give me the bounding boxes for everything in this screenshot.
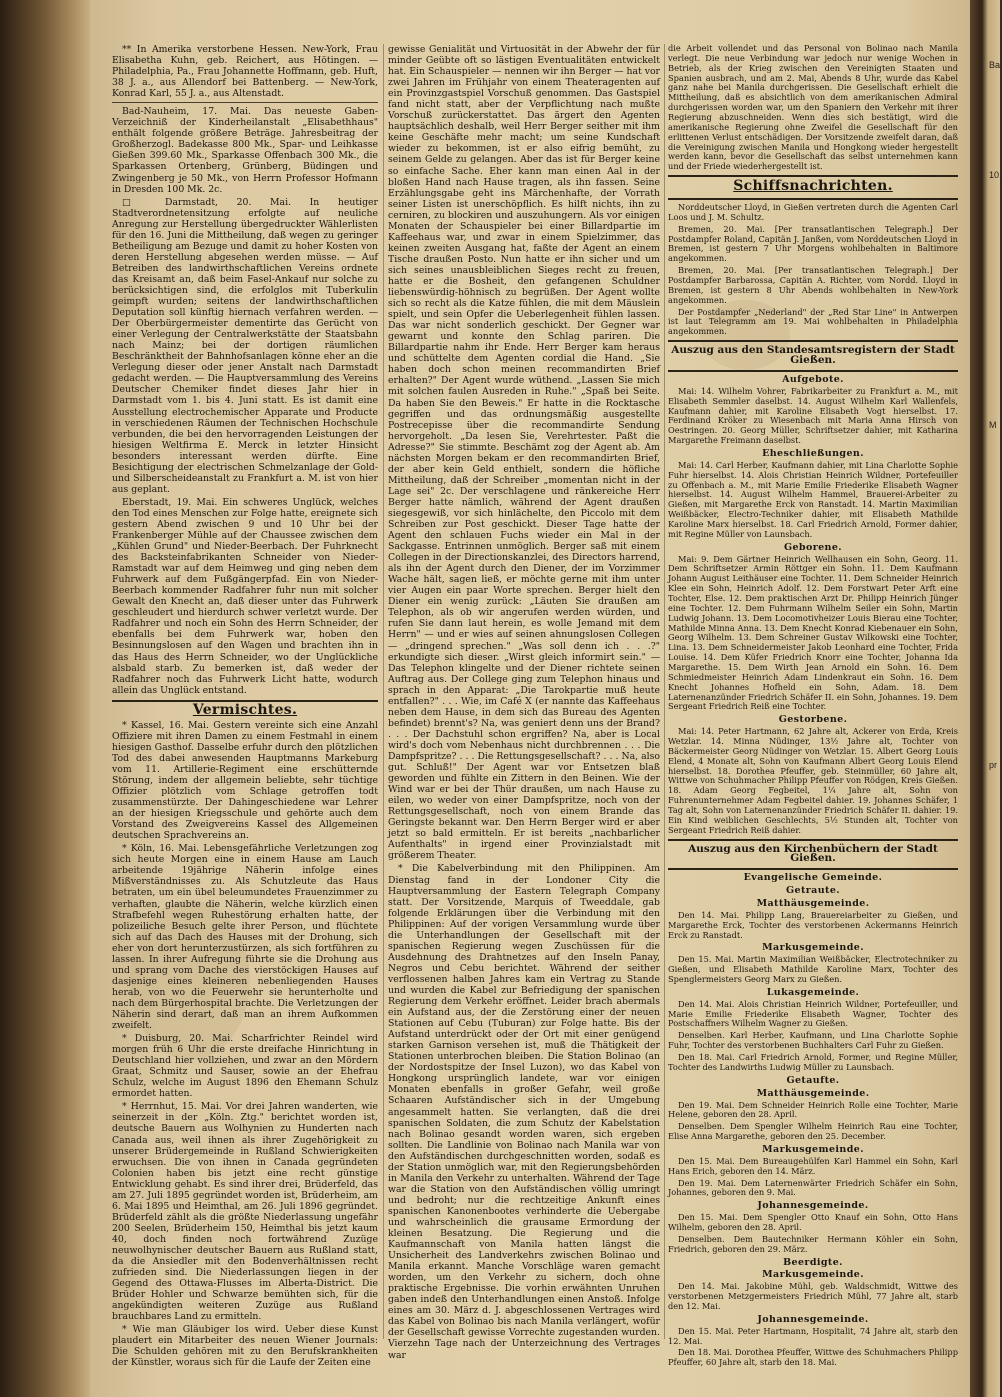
heading-markus: Markusgemeinde. — [762, 1143, 864, 1155]
shipping-roland: Bremen, 20. Mai. [Per transatlantischen Telegraph.] Der Postdampfer Roland, Capitän J. Janßen, vom Norddeutschen Lloyd in Bremen, ist gestern 7 Uhr Morgens wohlbehalten in Baltimore angekommen. — [668, 223, 958, 264]
section-title-kirchenbuecher: Auszug aus den Kirchenbüchern der Stadt Gießen. — [688, 842, 938, 865]
section-box-standesamt — [668, 340, 958, 372]
column-divider — [664, 44, 665, 1339]
article-darmstadt: □ Darmstadt, 20. Mai. In heutiger Stadtverordnetensitzung erfolgte auf neuliche Anregung zur Herstellung übergedruckter Wählerlisten für den 16. Juni die Mittheilung, daß wegen zu geringer Betheiligung am Bezuge und damit zu hoher Kosten von deren Herstellung abgesehen werden müsse. — Auf Betreiben des landwirthschaftlichen Vereins ordnete das Kreisamt an, daß beim Fasel-Ankauf nur solche zu berücksichtigen sind, die erfolglos mit Tuberkulin geimpft wurden; seitens der landwirthschaftlichen Deputation soll künftig hiernach verfahren werden. — Der Oberbürgermeister dementirte das Gerücht von einer Verlegung der Centralwerkstätte der Staatsbahn nach Mainz; bei der dortigen räumlichen Beschränktheit der Bahnhofsanlagen könne eher an die Verlegung dieser oder jener Anstalt nach Darmstadt gedacht werden. — Die Hauptversammlung des Vereins Deutscher Chemiker findet dieses Jahr hier in Darmstadt vom 1. bis 4. Juni statt. Es ist damit eine Ausstellung electrochemischer Apparate und Producte in verschiedenen Räumen der Technischen Hochschule verbunden, die bei den hervorragenden Leistungen der hiesigen Weltfirma E. Merck in letzter Hinsicht besonders interessant werden dürfte. Eine Besichtigung der electrischen Schmelzanlage der Gold- und Silberscheideanstalt zu Frankfurt a. M. ist von hier aus geplant. — [112, 196, 378, 495]
entries-gestorbene: Mai: 14. Peter Hartmann, 62 Jahre alt, Ackerer von Erda, Kreis Wetzlar. 14. Minna Nüdinger, 13½ Jahre alt, Tochter von Bäckermeister Georg Nüdinger von Wetzlar. 15. Albert Georg Louis Elend, 4 Monate alt, Sohn von Kaufmann Albert Georg Louis Elend hierselbst. 18. Dorothea Pfeuffer, geb. Steinmüller, 60 Jahre alt, Wittwe von Schuhmacher Philipp Pfeuffer von Rödgen, Kreis Gießen. 18. Adam Georg Fegbeitel, 1¼ Jahre alt, Sohn von Fuhrenunternehmer Adam Fegbeitel dahier. 19. Johannes Schäfer, 1 Tag alt, Sohn von Laternenanzünder Friedrich Schäfer II. dahier. 19. Ein Kind weiblichen Geschlechts, 5½ Stunden alt, Tochter von Sergeant Friedrich Reiß dahier. — [668, 726, 958, 835]
heading-gestorbene: Gestorbene. — [778, 714, 848, 726]
entry-matthaeus-getauft: Den 19. Mai. Dem Schneider Heinrich Rolle eine Tochter, Marie Helene, geboren den 28. April. — [668, 1099, 958, 1120]
book-binding-left — [0, 0, 90, 1397]
entry-lukas-getraut: Den 18. Mai. Carl Friedrich Arnold, Former, und Regine Müller, Tochter des Landwirths Ludwig Müller zu Launsbach. — [668, 1052, 958, 1072]
heading-lukas: Lukasgemeinde. — [766, 986, 860, 998]
entry-markus-getauft: Den 19. Mai. Dem Laternenwärter Friedrich Schäfer ein Sohn, Johannes, geboren den 9. Mai. — [668, 1177, 958, 1198]
entry-johannes-getauft: Den 15. Mai. Dem Spengler Otto Knauf ein Sohn, Otto Hans Wilhelm, geboren den 28. April. — [668, 1212, 958, 1232]
article-bad-nauheim: Bad-Nauheim, 17. Mai. Das neueste Gaben-Verzeichniß der Kinderheilanstalt „Elisabethhaus" enthält folgende größere Beträge. Jahresbeitrag der Großherzogl. Badekasse 800 Mk., Spar- und Leihkasse Gießen 399.60 Mk., Sparkasse Offenbach 300 Mk., die Sparkassen Ortenberg, Grünberg, Büdingen und Zwingenberg je 50 Mk., von Herrn Professor Hofmann in Dresden 100 Mk. 2c. — [112, 106, 378, 195]
shipping-nederland: Der Postdampfer „Nederland" der „Red Star Line" in Antwerpen ist laut Telegramm am 19. Mai wohlbehalten in Philadelphia angekommen. — [668, 306, 958, 337]
heading-beerdigte: Beerdigte. — [783, 1256, 843, 1268]
edge-text-fragment: M — [989, 420, 997, 430]
entry-lukas-getraut: Denselben. Karl Herber, Kaufmann, und Lina Charlotte Sophie Fuhr, Tochter des verstorbenen Buchhalters Carl Fuhr zu Gießen. — [668, 1030, 958, 1051]
entry-johannes-beerdigt: Den 15. Mai. Peter Hartmann, Hospitalit, 74 Jahre alt, starb den 12. Mai. — [668, 1325, 958, 1346]
entry-markus-getauft: Den 15. Mai. Dem Bureaugehülfen Karl Hammel ein Sohn, Karl Hans Erich, geboren den 14. März. — [668, 1155, 958, 1176]
heading-johannes: Johannesgemeinde. — [757, 1200, 869, 1212]
heading-matthaeus: Matthäusgemeinde. — [756, 1087, 870, 1099]
column-1 — [112, 44, 378, 1370]
article-glaeubiger-continued: gewisse Genialität und Virtuosität in der Abwehr der für minder Geübte oft so lästigen Eventualitäten entwickelt hat. Ein Schauspieler — nennen wir ihn Berger — hat vor zwei Jahren im Frühjahr von einem Theateragenten auf ein Provinzgastspiel Vorschuß genommen. Das Gastspiel fand nicht statt, aber der Verpflichtung nach mußte Vorschuß zurückerstattet. Das ärgert den Agenten hauptsächlich deshalb, weil Herr Berger seither mit ihm keine Geschäfte mehr macht; um seine Kundschaft wieder zu bekommen, ist er also eifrig bemüht, zu seinem Gelde zu gelangen. Aber das ist für Berger keine so einfache Sache. Eher kann man einen Aal in der bloßen Hand nach Hause tragen, als ihn fassen. Seine Erzählungsgabe geht ins Märchenhafte, der Vorrath seiner Listen ist unerschöpflich. Es hilft nichts, ihn zu cerniren, zu blockiren und auszuhungern. Als vor einigen Monaten der Schauspieler bei einer Billardpartie im Kaffeehaus war, und zwar in einem Spielzimmer, das keinen zweiten Ausgang hat, faßte der Agent an einem Tische draußen Posto. Nun hatte er ihn sicher und um sich seines unausbleiblichen Sieges recht zu freuen, hatte er die Bosheit, den gefangenen Schuldner liebenswürdig-höhnisch zu begrüßen. Der Agent wollte sich so recht als die Katze fühlen, die mit dem Mäuslein spielt, und sein Opfer die Ueberlegenheit fühlen lassen. Das war nicht sonderlich geschickt. Der Gegner war gewarnt und konnte den Schlag pariren. Die Billardpartie nahm ihr Ende. Herr Berger kam heraus und schüttelte dem Agenten cordial die Hand. „Sie haben doch schon meinen recommandirten Brief erhalten?" Der Agent wurde wüthend. „Lassen Sie mich mit solchen faulen Ausreden in Ruhe." „Spaß bei Seite. Da haben Sie den Beweis." Er hatte in die Rocktasche gegriffen und das ordnungsmäßig ausgestellte Postrecepisse über die recommandirte Sendung hervorgeholt. „Da lesen Sie, Verehrtester. Paßt die Adresse?" Sie stimmte. Beschämt zog der Agent ab. Am nächsten Morgen bekam er den recommandirten Brief, der aber kein Geld enthielt, sondern die höfliche Mittheilung, daß der Schreiber „momentan nicht in der Lage sei" 2c. Der verschlagene und ränkereiche Herr Berger hatte nämlich, während der Agent draußen siegesgewiß, vor sich hinlächelte, den Piccolo mit dem Schreiben zur Post geschickt. Dieser Tage hatte der Agent den schlauen Fuchs wieder ein Mal in der Sackgasse. Entrinnen unmöglich. Berger saß mit einem Collegen in der Directionskanzlei, des Directors harrend, als ihn der Agent durch den Diener, der im Vorzimmer Wache hält, sagen ließ, er möchte gerne mit ihm unter vier Augen ein paar Worte sprechen. Berger hielt den Diener ein wenig zurück: „Läuten Sie draußen am Telephon, als ob wir angerufen werden würden, und rufen Sie dann laut herein, es wolle Jemand mit dem Herrn" — und er wies auf seinen ahnungslosen Collegen — „dringend sprechen." „Was soll denn ich . . .?" erkundigte sich dieser. „Wirst gleich informirt sein." — Das Telephon klingelte und der Diener richtete seinen Auftrag aus. Der College ging zum Telephon hinaus und sprach in den Apparat: „Die Tarokpartie muß heute entfallen?" . . . Wie, im Café X (er nannte das Kaffeehaus neben dem Hause, in dem sich das Bureau des Agenten befindet) brennt's? Na, was geniert denn uns der Brand? . . . Der Dachstuhl schon ergriffen? Na, aber is Local wird's doch vom Nebenhaus nicht durchbrennen . . . Die Dampfspritze? . . . Die Rettungsgesellschaft? . . . Na, also gut. Schluß!" Der Agent war vor Entsetzen blaß geworden und fühlte ein Zittern in den Beinen. Wie der Wind war er bei der Thür draußen, um nach Hause zu eilen, wo weder von einer Dampfspritze, noch von der Rettungsgesellschaft, noch von einem Brande das Geringste bekannt war. Den Herrn Berger wird er aber jetzt so bald ermitteln. Er ist bereits „nachbarlicher Aufenthalts" in irgend einer Provinzialstadt mit größerem Theater. — [388, 44, 660, 862]
entry-johannes-beerdigt: Den 18. Mai. Dorothea Pfeuffer, Wittwe des Schuhmachers Philipp Pfeuffer, 60 Jahre alt, starb den 18. Mai. — [668, 1347, 958, 1368]
divider — [112, 102, 378, 103]
entry-matthaeus-getauft: Denselben. Dem Spengler Wilhelm Heinrich Rau eine Tochter, Elise Anna Margarethe, geboren den 25. December. — [668, 1121, 958, 1142]
section-box-kirchen — [668, 839, 958, 871]
heading-johannes: Johannesgemeinde. — [757, 1313, 869, 1325]
heading-matthaeus: Matthäusgemeinde. — [756, 898, 870, 910]
heading-eheschliessungen: Eheschließungen. — [762, 447, 864, 459]
heading-getraute: Getraute. — [786, 885, 840, 897]
article-koeln: * Köln, 16. Mai. Lebensgefährliche Verletzungen zog sich heute Morgen eine in einem Hause am Lauch arbeitende 19jährige Näherin infolge eines Mißverständnisses zu. Als Schutzleute das Haus betraten, um ein übel beleumundetes Frauenzimmer zu verhaften, glaubte die Näherin, welche kürzlich einen Strafbefehl wegen Ruhestörung erhalten hatte, der polizeiliche Besuch gelte ihrer Person, und flüchtete sich auf das Dach des Hauses mit der Drohung, sich eher von dort herunterzustürzen, als sich fortführen zu lassen. In ihrer Aufregung führte sie die Drohung aus und sprang vom Dache des vierstöckigen Hauses auf dasjenige eines kleineren nebenliegenden Hauses herab, von wo die Feuerwehr sie herunterholte und nach dem Bürgerhospital brachte. Die Verletzungen der Näherin sind derart, daß man an ihrem Aufkommen zweifelt. — [112, 843, 378, 1032]
article-eberstadt: Eberstadt, 19. Mai. Ein schweres Unglück, welches den Tod eines Menschen zur Folge hatte, ereignete sich gestern Abend zwischen 9 und 10 Uhr bei der Frankenberger Mühle auf der Chaussee zwischen dem „Kühlen Grund" und Nieder-Beerbach. Der Fuhrknecht des Backsteinfabrikanten Schneider von Nieder-Ramstadt war auf dem Heimweg und ging neben dem Fuhrwerk auf dem Fußgängerpfad. Ein von Nieder-Beerbach kommender Radfahrer fuhr nun mit solcher Gewalt den Knecht an, daß dieser unter das Fuhrwerk geschleudert und hierdurch schwer verletzt wurde. Der Radfahrer und noch ein Sohn des Herrn Schneider, der ebenfalls bei dem Fuhrwerk war, hoben den Besinnungslosen auf den Wagen und brachten ihn in das Haus des Herrn Schneider, wo der Unglückliche alsbald starb. Zu bemerken ist, daß weder der Radfahrer noch das Fuhrwerk Licht hatte, wodurch allein das Unglück entstand. — [112, 496, 378, 696]
column-divider — [383, 44, 384, 1339]
edge-text-fragment: pr — [989, 760, 998, 770]
article-duisburg: * Duisburg, 20. Mai. Scharfrichter Reindel wird morgen früh 6 Uhr die erste dreifache Hinrichtung in Deutschland hier vollziehen, und zwar an den Mördern Graat, Schmitz und Sauser, sowie an der Ehefrau Schulz, welche im August 1896 den Ehemann Schulz ermordet hatten. — [112, 1033, 378, 1100]
entry-markus-getraut: Den 15. Mai. Martin Maximilian Weißbäcker, Electrotechniker zu Gießen, und Elisabeth Mathilde Karoline Marx, Tochter des Spenglermeisters Georg Marx zu Gießen. — [668, 954, 958, 985]
heading-aufgebote: Aufgebote. — [782, 373, 844, 385]
shipping-lloyd: Norddeutscher Lloyd, in Gießen vertreten durch die Agenten Carl Loos und J. M. Schultz. — [668, 202, 958, 222]
shipping-barbarossa: Bremen, 20. Mai. [Per transatlantischen Telegraph.] Der Postdampfer Barbarossa, Capitän A. Richter, vom Nordd. Lloyd in Bremen, ist gestern 8 Uhr Abends wohlbehalten in New-York angekommen. — [668, 265, 958, 305]
article-herrnhut: * Herrnhut, 15. Mai. Vor drei Jahren wanderten, wie seinerzeit in der „Köln. Ztg." berichtet worden ist, deutsche Bauern aus Wolhynien zu Hunderten nach Canada aus, weil ihnen als ihrer Zugehörigkeit zu unserer Brüdergemeinde in Rußland Schwierigkeiten erwuchsen. Die von ihnen in Canada gegründeten Colonien haben bis jetzt eine recht günstige Entwicklung gehabt. Es sind ihrer drei, Brüderfeld, das am 27. Juli 1895 gegründet worden ist, Brüderheim, am 6. Mai 1895 und Heimthal, am 26. Juli 1896 gegründet. Brüderfeld zählt als die größte Niederlassung ungefähr 200 Seelen, Brüderheim 150, Heimthal bis jetzt kaum 40, doch finden noch fortwährend Zuzüge neuwolhynischer deutscher Bauern aus Rußland statt, da die Ansiedler mit den Bodenverhältnissen recht zufrieden sind. Die Niederlassungen liegen in der Gegend des Ottawa-Flusses im Alberta-District. Die Brüder Hohler und Schwarze bemühten sich, für die angekündigten weiteren Zuzüge aus Rußland brauchbares Land zu ermitteln. — [112, 1101, 378, 1323]
heading-markus: Markusgemeinde. — [762, 942, 864, 954]
entry-matthaeus-getraut: Den 14. Mai. Philipp Lang, Brauereiarbeiter zu Gießen, und Margarethe Erck, Tochter des verstorbenen Ackermanns Heinrich Erck zu Ranstadt. — [668, 909, 958, 940]
column-3 — [668, 44, 958, 1370]
edge-text-fragment: Ba — [989, 60, 1001, 70]
article-glaeubiger: * Wie man Gläubiger los wird. Ueber diese Kunst plaudert ein Mitarbeiter des neuen Wiener Journals: Die Schulden gehören mit zu den Berufskrankheiten der Künstler, woraus sich für die Laufe der Zeiten eine — [112, 1324, 378, 1369]
article-kassel: * Kassel, 16. Mai. Gestern vereinte sich eine Anzahl Offiziere mit ihren Damen zu einem Festmahl in einem hiesigen Gasthof. Dasselbe erfuhr durch den plötzlichen Tod des dabei anwesenden Hauptmanns Markeburg vom 11. Artillerie-Regiment eine erschütternde Störung, indem der allgemein beliebte, sehr tüchtige Offizier plötzlich vom Schlage getroffen todt zusammenstürzte. Der Dahingeschiedene war Lehrer an der hiesigen Kriegsschule und gehörte auch dem Vorstand des Zweigvereins Kassel des Allgemeinen deutschen Sprachvereins an. — [112, 719, 378, 842]
heading-geborene: Geborene. — [783, 541, 843, 553]
section-title-vermischtes: Vermischtes. — [192, 701, 298, 718]
entries-eheschliessungen: Mai: 14. Carl Herber, Kaufmann dahier, mit Lina Charlotte Sophie Fuhr hierselbst. 14. Alois Christian Heinrich Wildner, Portefeuiller zu Offenbach a. M., mit Marie Emilie Friederike Elisabeth Wagner hierselbst. 14. August Wilhelm Hammel, Brauerei-Arbeiter zu Gießen, mit Margarethe Erck von Ranstadt. 14. Martin Maximilian Weißbäcker, Electro-Techniker dahier, mit Elisabeth Mathilde Karoline Marx hierselbst. 18. Carl Friedrich Arnold, Former dahier, mit Regine Müller von Launsbach. — [668, 459, 958, 539]
entries-geborene: Mai: 9. Dem Gärtner Heinrich Wellhausen ein Sohn, Georg. 11. Dem Schriftsetzer Armin Röttger ein Sohn. 11. Dem Kaufmann Johann August Leithäuser eine Tochter. 11. Dem Schneider Heinrich Klee ein Sohn, Heinrich Adolf. 12. Dem Forstwart Peter Arft eine Tochter, Else. 12. Dem praktischen Arzt Dr. Philipp Heinrich Jünger eine Tochter. 12. Dem Fuhrmann Wilhelm Seiler ein Sohn, Martin Ludwig Johann. 13. Dem Locomotivheizer Louis Bierau eine Tochter, Mathilde Minna Anna. 13. Dem Knecht Konrad Kiebenauer ein Sohn, Georg Wilhelm. 13. Dem Schreiner Gustav Wilkowski eine Tochter, Lina. 13. Dem Schneidermeister Jakob Leonhard eine Tochter, Frida Louise. 14. Dem Küfer Friedrich Knorr eine Tochter, Johanna Ida Margarethe. 15. Dem Wirth Jean Arnold ein Sohn. 16. Dem Schmiedmeister Heinrich Adam Lindenkraut ein Sohn. 16. Dem Knecht Johannes Hofheld ein Sohn, Adam. 18. Dem Laternenanzünder Friedrich Schäfer II. ein Sohn, Johannes. 19. Dem Sergeant Friedrich Reiß eine Tochter. — [668, 553, 958, 712]
entry-lukas-getraut: Den 14. Mai. Alois Christian Heinrich Wildner, Portefeuiller, und Marie Emilie Friederike Elisabeth Wagner, Tochter des Postschaffners Wilhelm Wagner zu Gießen. — [668, 998, 958, 1029]
edge-text-fragment: 10, — [989, 170, 1002, 180]
section-box-schiff — [668, 175, 958, 200]
column-2 — [388, 44, 660, 1363]
section-title-schiffsnachrichten: Schiffsnachrichten. — [733, 178, 893, 195]
entry-markus-beerdigt: Den 14. Mai. Jakobine Mühl, geb. Waldschmidt, Wittwe des verstorbenen Metzgermeisters Friedrich Mühl, 77 Jahre alt, starb den 12. Mai. — [668, 1281, 958, 1311]
next-page-edge — [970, 0, 1000, 1397]
entries-aufgebote: Mai: 14. Wilhelm Vohrer, Fabrikarbeiter zu Frankfurt a. M., mit Elisabeth Semmler daselbst. 14. August Wilhelm Karl Wallenfels, Kaufmann dahier, mit Karoline Elisabeth Vogt hierselbst. 17. Ferdinand Kröker zu Wiesenbach mit Maria Anna Hirsch von Oestringen. 20. Georg Müller, Schriftsetzer dahier, mit Katharina Margarethe Freimann daselbst. — [668, 385, 958, 446]
heading-evangelische-gemeinde: Evangelische Gemeinde. — [743, 872, 883, 884]
article-kabel-continued: die Arbeit vollendet und das Personal von Bolinao nach Manila verlegt. Die neue Verbindung war jedoch nur wenige Wochen in Betrieb, als der Krieg zwischen den Vereinigten Staaten und Spanien ausbrach, und am 2. Mai, Abends 8 Uhr, wurde das Kabel ganz nahe bei Manila durchgerissen. Die Gesellschaft erhielt die Mittheilung, daß es absichtlich von dem amerikanischen Admiral durchgerissen worden war, um den Spaniern den Verkehr mit ihrer Regierung abzuschneiden. Wenn dies sich bestätigt, wird die amerikanische Regierung ohne Zweifel die Gesellschaft für den erlittenen Verlust entschädigen. Der Vorsitzende zweifelt daran, daß die Vereinigung zwischen Manila und Hongkong wieder hergestellt werden kann, bevor die Gesellschaft das selbst unternehmen kann und der Friede wiederhergestellt ist. — [668, 43, 958, 172]
section-title-standesamt: Auszug aus den Standesamtsregistern der Stadt Gießen. — [671, 344, 955, 367]
article-america: ** In Amerika verstorbene Hessen. New-York, Frau Elisabetha Kuhn, geb. Reichert, aus Hötingen. — Philadelphia, Pa., Frau Johannette Hoffmann, geb. Huft, 38 J. a., aus Allendorf bei Battenberg. — New-York, Konrad Karl, 55 J. a., aus Altenstadt. — [112, 44, 378, 100]
heading-getaufte: Getaufte. — [786, 1074, 840, 1086]
entry-johannes-getauft: Denselben. Dem Bautechniker Hermann Köhler ein Sohn, Friedrich, geboren den 29. März. — [668, 1233, 958, 1254]
article-kabelverbindung: * Die Kabelverbindung mit den Philippinen. Am Dienstag fand in der Londoner City die Hauptversammlung der Eastern Telegraph Company statt. Der Vorsitzende, Marquis of Tweeddale, gab folgende Erklärungen über die Verbindung mit den Philippinen: Auf der vorigen Versammlung wurde über die Unterhandlungen der Gesellschaft mit der spanischen Regierung wegen Zuschüssen für die Ausdehnung des Drahtnetzes auf den Inseln Panay, Negros und Cebu berichtet. Während der seither verflossenen halben Jahres kam ein Vertrag zu Stande und wurden die Kabel zur Befriedigung der spanischen Regierung dem Verkehr eröffnet. Leider brach abermals ein Aufstand aus, der die Zerstörung einer der neuen Stationen auf Cebu (Tuburan) zur Folge hatte. Bis der Aufstand unterdrückt oder der Ort mit einer genügend starken Garnison versehen ist, muß die Thätigkeit der Stationen unterbrochen bleiben. Die Station Bolinao (an der Nordostspitze der Insel Luzon), wo das Kabel von Hongkong ursprünglich landete, war vor einigen Monaten ebenfalls in großer Gefahr, weil große Schaaren Aufständischer sich in der Umgebung angesammelt hatten. Sie verlangten, daß die drei spanischen Soldaten, die zum Schutz der Kabelstation nach Bolinao gesandt worden waren, sich ergeben sollten. Die Landlinie von Bolinao nach Manila war von den Aufständischen durchgeschnitten worden, sodaß es der Station unmöglich war, mit den Regierungsbehörden in Manila den Verkehr zu unterhalten. Während der Tage war die Station von den Aufständischen völlig umringt und bedroht; nur die rechtzeitige Ankunft eines spanischen Kanonenbootes verhinderte die Uebergabe und wahrscheinlich die grausame Ermordung der kleinen Besatzung. Die Regierung und die Kaufmannschaft von Manila hatten längst die Unsicherheit des Landverkehrs zwischen Bolinao und Manila erkannt. Manche Vorschläge waren gemacht worden, um den Verkehr zu sichern, doch ohne praktische Ergebnisse. Die vorhin erwähnten Unruhen gaben indeß den Unterhandlungen einen Anstoß. Infolge eines am 30. März d. J. abgeschlossenen Vertrages wird das Kabel von Bolinao bis nach Manila verlängert, wofür der Gesellschaft gewisse Vorrechte zugestanden wurden. Vierzehn Tage nach der Unterzeichnung des Vertrages war — [388, 863, 660, 1361]
heading-markus: Markusgemeinde. — [762, 1269, 864, 1281]
